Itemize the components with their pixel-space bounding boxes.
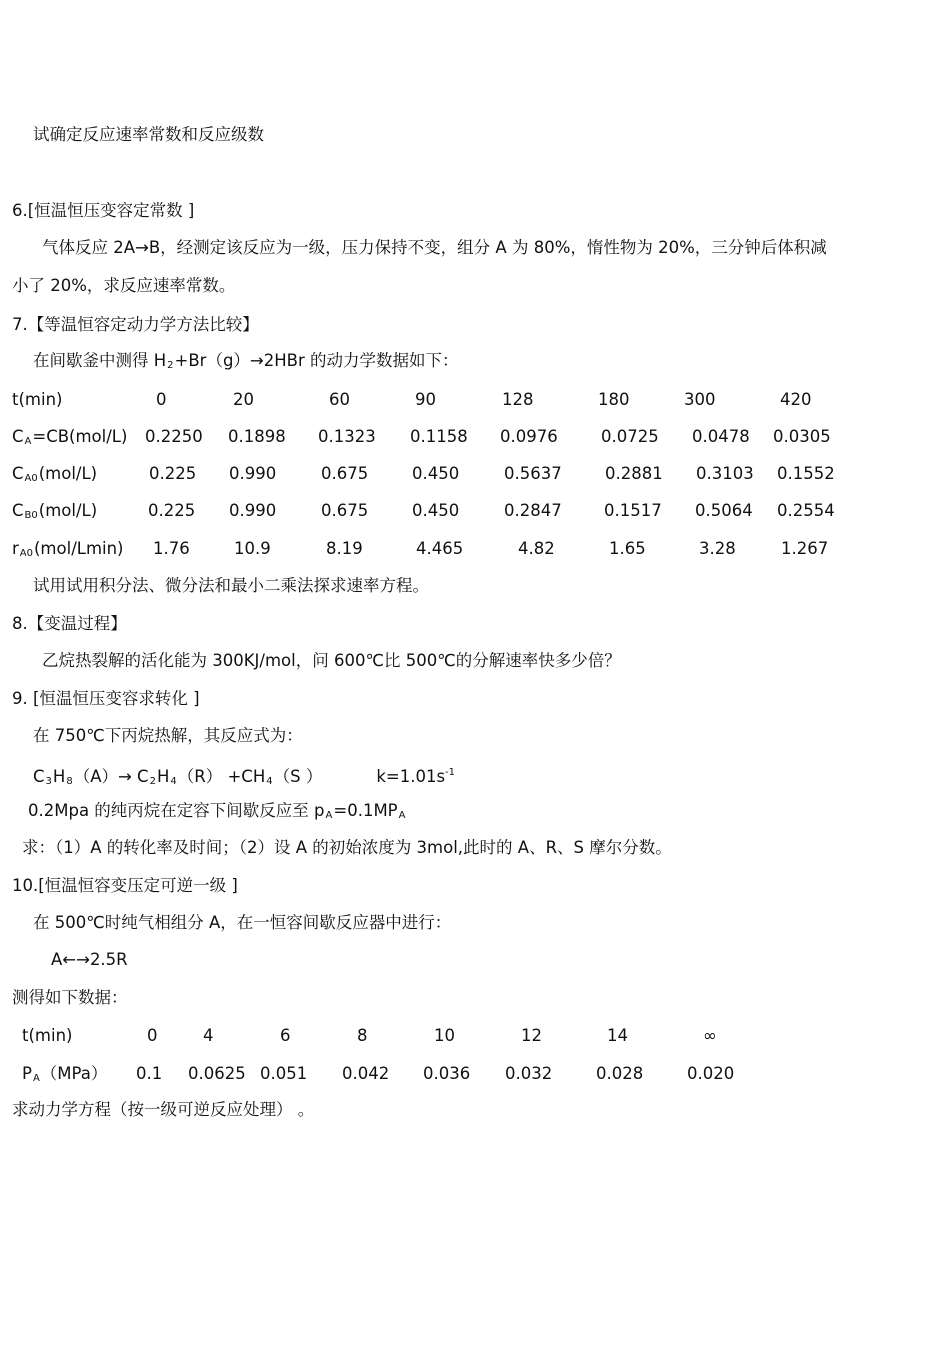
p7-cell: 300	[684, 390, 716, 409]
p7-cell: 60	[329, 390, 350, 409]
p10-line3: 测得如下数据：	[12, 988, 128, 1007]
p7-cell: 1.65	[609, 539, 646, 558]
p7-cell: 0.2554	[777, 501, 835, 520]
p7-cell: 0.1158	[410, 427, 468, 446]
p7-cell: 0.5064	[695, 501, 753, 520]
p7-heading: 7.【等温恒容定动力学方法比较】	[12, 315, 259, 334]
p7-cell: 1.76	[153, 539, 190, 558]
p10-p-cell: 0.1	[136, 1064, 163, 1083]
p10-t-cell: ∞	[703, 1026, 717, 1045]
p7-cell: 20	[233, 390, 254, 409]
p10-p-cell: 0.020	[687, 1064, 735, 1083]
p10-p-cell: 0.042	[342, 1064, 390, 1083]
p7-task: 试用试用积分法、微分法和最小二乘法探求速率方程。	[33, 576, 429, 595]
p10-t-cell: 8	[357, 1026, 368, 1045]
p10-p-cell: 0.028	[596, 1064, 644, 1083]
p7-row3-label: $C_{B0}(mol/L)$	[12, 501, 98, 521]
p7-cell: 0.3103	[696, 464, 754, 483]
p9-line1: 在 750℃下丙烷热解，其反应式为：	[33, 726, 303, 745]
p10-reaction: A←→2.5R	[51, 950, 128, 969]
p10-t-cell: 10	[434, 1026, 455, 1045]
p9-line4: 求：（1）A 的转化率及时间；（2）设 A 的初始浓度为 3mol,此时的 A、R、S 摩尔分数。	[22, 838, 672, 857]
p7-cell: 10.9	[234, 539, 271, 558]
p7-cell: 4.82	[518, 539, 555, 558]
p7-cell: 180	[598, 390, 630, 409]
p10-line1: 在 500℃时纯气相组分 A，在一恒容间歇反应器中进行：	[33, 913, 452, 932]
p7-intro-pre: 在间歇釜中测得 H	[33, 351, 167, 370]
p7-cell: 0.1552	[777, 464, 835, 483]
p6-line1: 气体反应 2A→B，经测定该反应为一级，压力保持不变，组分 A 为 80%，惰性物为 20%，三分钟后体积减	[42, 238, 827, 257]
p7-cell: 90	[415, 390, 436, 409]
p7-cell: 0.2250	[145, 427, 203, 446]
p7-row2-label: $C_{A0}(mol/L)$	[12, 464, 98, 484]
p10-t-label: t(min)	[22, 1026, 73, 1045]
p10-p-cell: 0.051	[260, 1064, 308, 1083]
p7-row0-label: t(min)	[12, 390, 63, 409]
p10-p-label: $P_A(MPa)$	[22, 1064, 108, 1084]
p10-t-cell: 6	[280, 1026, 291, 1045]
p7-intro-sub: 2	[167, 360, 174, 371]
p10-p-cell: 0.032	[505, 1064, 553, 1083]
p8-line: 乙烷热裂解的活化能为 300KJ/mol，问 600℃比 500℃的分解速率快多少倍？	[42, 651, 621, 670]
p7-cell: 3.28	[699, 539, 736, 558]
p7-cell: 0.990	[229, 464, 277, 483]
p8-heading: 8.【变温过程】	[12, 614, 127, 633]
p7-cell: 0.2847	[504, 501, 562, 520]
p7-cell: 0.1517	[604, 501, 662, 520]
p7-cell: 0.0478	[692, 427, 750, 446]
p7-cell: 0.675	[321, 464, 369, 483]
p10-task: 求动力学方程（按一级可逆反应处理） 。	[12, 1100, 315, 1119]
p9-heading: 9. [恒温恒压变容求转化 ]	[12, 689, 200, 708]
p7-intro-post: +Br（g）→2HBr 的动力学数据如下：	[174, 351, 459, 370]
p6-heading: 6.[恒温恒压变容定常数 ]	[12, 201, 195, 220]
p7-cell: 0.1323	[318, 427, 376, 446]
p7-row1-label: $C_A=CB(mol/L)$	[12, 427, 128, 447]
p7-cell: 0.0305	[773, 427, 831, 446]
p7-intro	[33, 350, 459, 377]
p7-cell: 420	[780, 390, 812, 409]
p7-cell: 0	[156, 390, 167, 409]
p7-cell: 0.450	[412, 501, 460, 520]
p7-cell: 0.450	[412, 464, 460, 483]
p10-t-cell: 12	[521, 1026, 542, 1045]
p7-cell: 8.19	[326, 539, 363, 558]
p6-line2: 小了 20%，求反应速率常数。	[12, 276, 236, 295]
p9-equation: $C_3H_8(A)\to C_2H_4(R) +CH_4(S$ ） $k=1.01s^{-1}$	[33, 767, 456, 787]
p10-t-cell: 0	[147, 1026, 158, 1045]
p7-cell: 0.675	[321, 501, 369, 520]
p10-p-cell: 0.0625	[188, 1064, 246, 1083]
p7-cell: 0.990	[229, 501, 277, 520]
p10-t-cell: 14	[607, 1026, 628, 1045]
p7-cell: 0.1898	[228, 427, 286, 446]
p7-cell: 4.465	[416, 539, 464, 558]
p7-cell: 0.0725	[601, 427, 659, 446]
p10-t-cell: 4	[203, 1026, 214, 1045]
p7-cell: 0.2881	[605, 464, 663, 483]
p9-line3: 0.2Mpa 的纯丙烷在定容下间歇反应至 $p_A=0.1MP_A$	[28, 801, 406, 821]
p7-cell: 0.5637	[504, 464, 562, 483]
p7-row4-label: $r_{A0}(mol/Lmin)$	[12, 539, 124, 559]
p7-cell: 0.225	[149, 464, 197, 483]
intro-line: 试确定反应速率常数和反应级数	[33, 125, 264, 144]
p7-cell: 0.0976	[500, 427, 558, 446]
p7-cell: 0.225	[148, 501, 196, 520]
p10-p-cell: 0.036	[423, 1064, 471, 1083]
p7-cell: 128	[502, 390, 534, 409]
p7-cell: 1.267	[781, 539, 829, 558]
p10-heading: 10.[恒温恒容变压定可逆一级 ]	[12, 876, 238, 895]
